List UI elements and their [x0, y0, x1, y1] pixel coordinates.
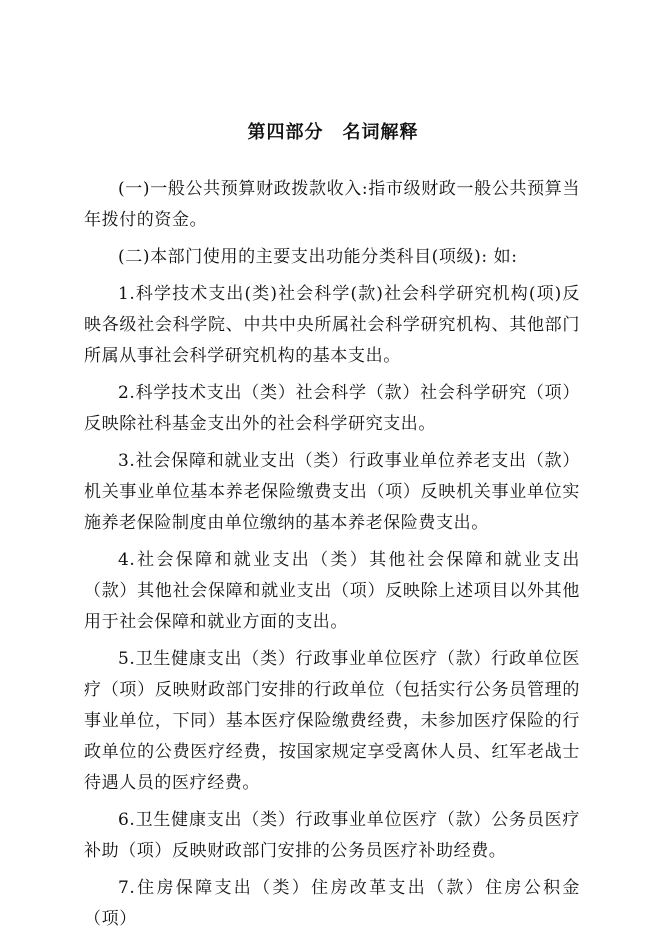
page-title: 第四部分 名词解释: [247, 122, 419, 143]
paragraph-item-5: 5.卫生健康支出（类）行政事业单位医疗（款）行政单位医疗（项）反映财政部门安排的行政单位（包括实行公务员管理的事业单位，下同）基本医疗保险缴费经费，未参加医疗保险的行政单位的公费医疗经费，按国家规定享受离休人员、红军老战士待遇人员的医疗经费。: [84, 649, 580, 793]
paragraph-general-budget-income: (一)一般公共预算财政拨款收入:指市级财政一般公共预算当年拨付的资金。: [84, 179, 580, 230]
paragraph-item-7: 7.住房保障支出（类）住房改革支出（款）住房公积金（项）: [84, 878, 580, 929]
paragraph-item-6: 6.卫生健康支出（类）行政事业单位医疗（款）公务员医疗补助（项）反映财政部门安排的公务员医疗补助经费。: [84, 810, 580, 861]
document-body: [84, 174, 580, 941]
paragraph-item-4: 4.社会保障和就业支出（类）其他社会保障和就业支出（款）其他社会保障和就业支出（项）反映除上述项目以外其他用于社会保障和就业方面的支出。: [84, 550, 580, 632]
paragraph-functional-classification: (二)本部门使用的主要支出功能分类科目(项级): 如:: [118, 247, 518, 267]
paragraph-item-1: 1.科学技术支出(类)社会科学(款)社会科学研究机构(项)反映各级社会科学院、中共中央所属社会科学研究机构、其他部门所属从事社会科学研究机构的基本支出。: [84, 284, 580, 366]
paragraph-item-3: 3.社会保障和就业支出（类）行政事业单位养老支出（款）机关事业单位基本养老保险缴费支出（项）反映机关事业单位实施养老保险制度由单位缴纳的基本养老保险费支出。: [84, 451, 580, 533]
paragraph-item-2: 2.科学技术支出（类）社会科学（款）社会科学研究（项）反映除社科基金支出外的社会科学研究支出。: [84, 383, 580, 434]
